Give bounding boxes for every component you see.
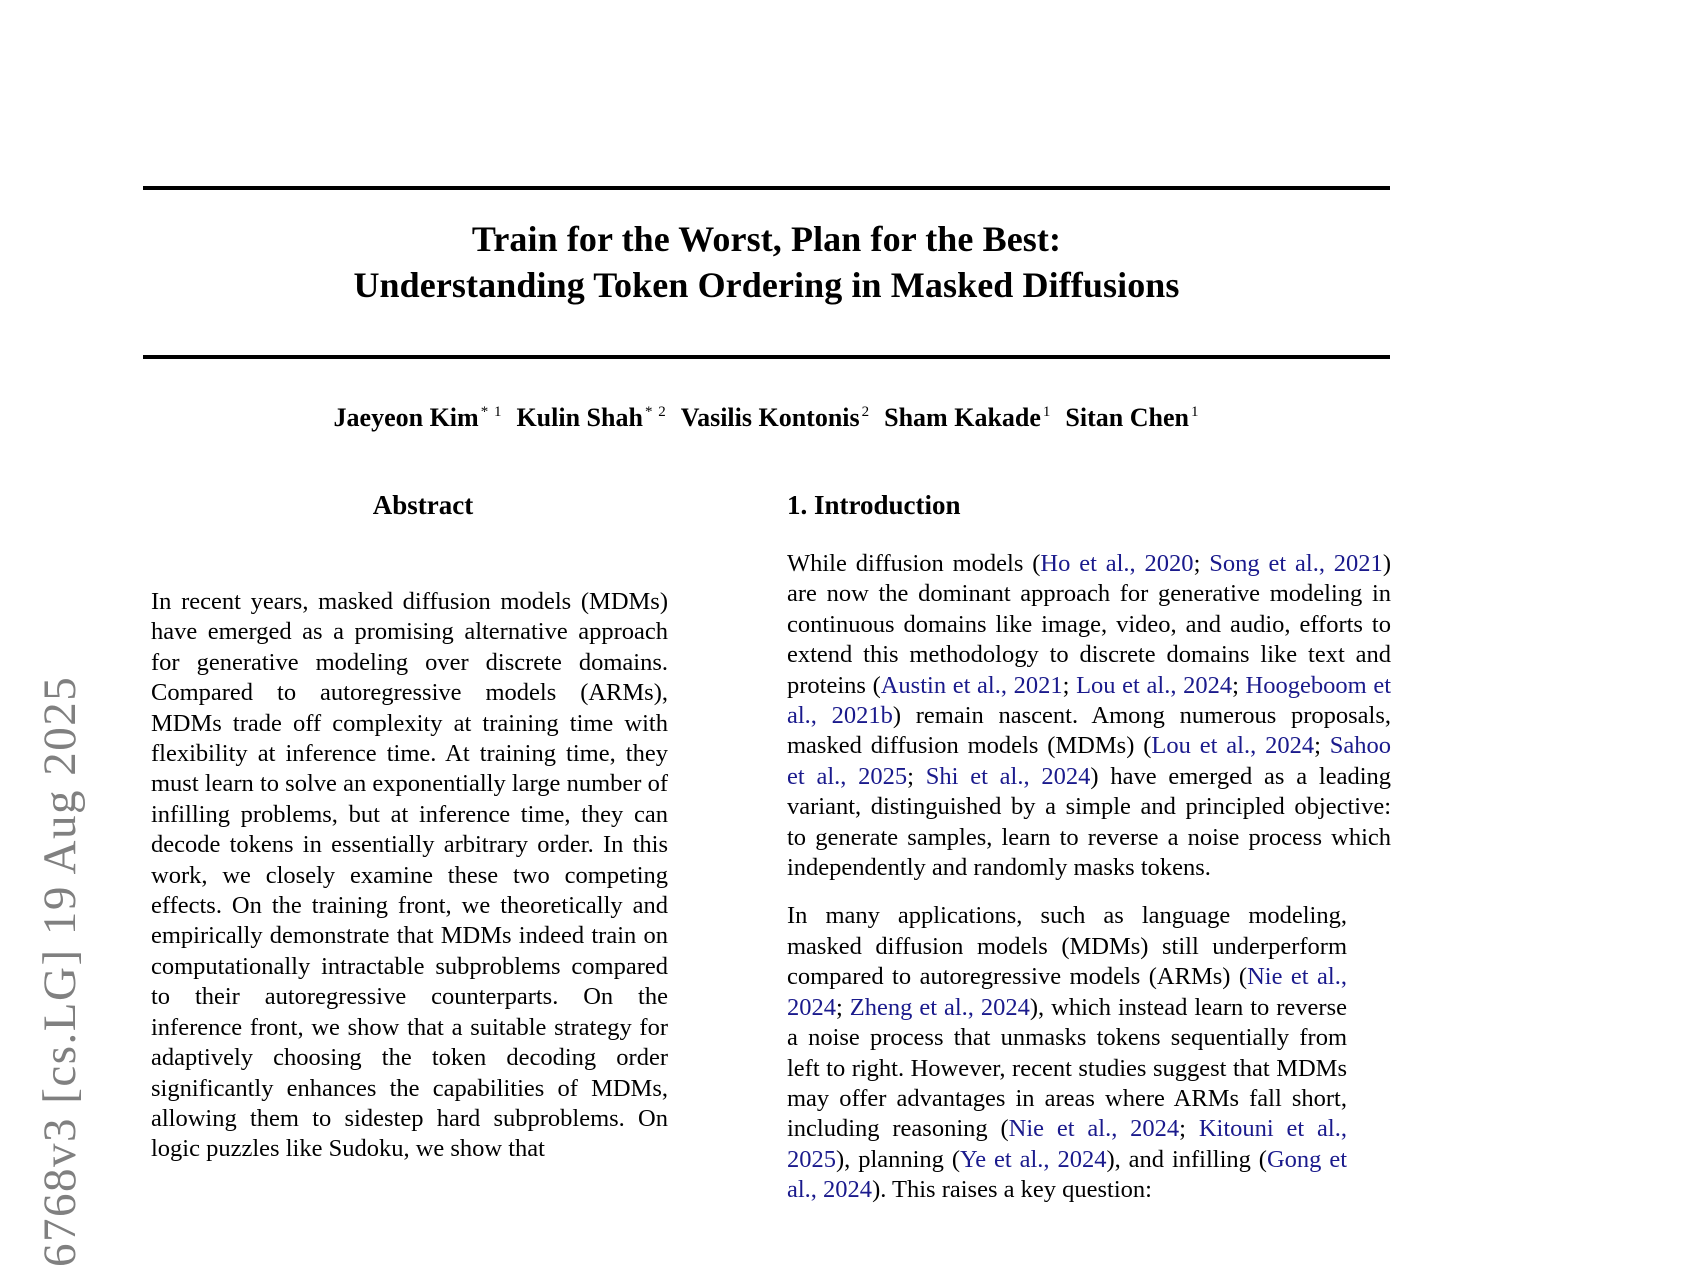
body-text-run: ; bbox=[1232, 671, 1246, 699]
abstract-paragraph: In recent years, masked diffusion models (MDMs) have emerged as a promising alternative approach for generative modeling over discrete domains. Compared to autoregressive models (ARMs), MDMs trade off complexity at training time with flexibility at inference time. At training time, they must learn to solve an exponentially large number of infilling problems, but at inference time, they can decode tokens in essentially arbitrary order. In this work, we closely examine these two competing effects. On the training front, we theoretically and empirically demonstrate that MDMs indeed train on computationally intractable subproblems compared to their autoregressive counterparts. On the inference front, we show that a suitable strategy for adaptively choosing the token decoding order significantly enhances the capabilities of MDMs, allowing them to sidestep hard subproblems. On logic puzzles like Sudoku, we show that bbox=[151, 588, 668, 1163]
body-text-run: ). This raises a key question: bbox=[872, 1176, 1152, 1204]
paper-page bbox=[143, 0, 1390, 1275]
author-affiliation-mark: 1 bbox=[1042, 404, 1052, 421]
author-list bbox=[143, 403, 1390, 433]
title-line-2: Understanding Token Ordering in Masked Diffusions bbox=[353, 265, 1180, 305]
body-text-run: ), which instead learn to reverse a noise process that unmasks tokens sequentially from left to right. However, recent studies suggest that MDMs may offer advantages in areas where ARMs fall short, including reasoning ( bbox=[787, 993, 1347, 1143]
citation-link[interactable]: Lou et al., 2024 bbox=[1151, 732, 1315, 760]
body-text-run: ; bbox=[1062, 671, 1077, 699]
citation-link[interactable]: Ho et al., 2020 bbox=[1040, 550, 1194, 577]
introduction-paragraph-2 bbox=[787, 901, 1347, 1205]
citation-link[interactable]: Sahoo et al., 2025 bbox=[787, 732, 1392, 790]
title-rule-top bbox=[143, 186, 1390, 190]
column-gutter bbox=[703, 488, 787, 1278]
body-text-run: While diffusion models ( bbox=[787, 550, 1041, 577]
citation-link[interactable]: Gong et al., 2024 bbox=[787, 1145, 1348, 1204]
column-left bbox=[143, 488, 703, 1278]
author-name: Sham Kakade $^1$ bbox=[884, 403, 1052, 432]
body-text-run: ) have emerged as a leading variant, distinguished by a simple and principled objective: to generate samples, learn to reverse a noise process which independently and randomly masks tokens. bbox=[787, 762, 1391, 882]
arxiv-stamp bbox=[0, 0, 120, 1275]
citation-link[interactable]: Nie et al., 2024 bbox=[787, 963, 1347, 1021]
author-affiliation-mark: * 2 bbox=[644, 404, 667, 421]
body-text-run: ; bbox=[1314, 732, 1330, 760]
body-text-run: ; bbox=[1193, 550, 1210, 577]
column-right bbox=[787, 488, 1392, 1278]
body-text-run: ; bbox=[907, 762, 926, 790]
citation-link[interactable]: Hoogeboom et al., 2021b bbox=[787, 671, 1391, 730]
citation-link[interactable]: Nie et al., 2024 bbox=[1008, 1115, 1180, 1143]
citation-link[interactable]: Ye et al., 2024 bbox=[960, 1145, 1107, 1173]
author-affiliation-mark: * 1 bbox=[480, 404, 503, 421]
body-text-run: ), planning ( bbox=[836, 1145, 960, 1173]
citation-link[interactable]: Kitouni et al., 2025 bbox=[787, 1115, 1347, 1173]
author-name: Jaeyeon Kim $^{* 1}$ bbox=[333, 403, 503, 432]
citation-link[interactable]: Shi et al., 2024 bbox=[925, 762, 1091, 790]
author-affiliation-mark: 2 bbox=[861, 404, 871, 421]
citation-link[interactable]: Lou et al., 2024 bbox=[1076, 671, 1233, 699]
author-affiliation-mark: 1 bbox=[1190, 404, 1200, 421]
body-text-run: ; bbox=[836, 993, 850, 1021]
introduction-paragraph-1 bbox=[787, 549, 1391, 883]
arxiv-stamp-text: 6768v3 [cs.LG] 19 Aug 2025 bbox=[33, 675, 86, 1267]
body-text-run: ), and infilling ( bbox=[1106, 1145, 1267, 1173]
page-title bbox=[143, 216, 1390, 308]
author-name: Sitan Chen $^1$ bbox=[1065, 403, 1200, 432]
title-rule-bottom bbox=[143, 355, 1390, 359]
body-text-run: ; bbox=[1179, 1115, 1199, 1143]
introduction-heading: 1. Introduction bbox=[787, 490, 961, 520]
title-line-1: Train for the Worst, Plan for the Best: bbox=[471, 219, 1062, 259]
author-name: Vasilis Kontonis $^2$ bbox=[680, 403, 871, 432]
two-column-body bbox=[143, 488, 1390, 1278]
body-text-run: In many applications, such as language modeling, masked diffusion models (MDMs) still underperform compared to autoregressive models (ARMs) ( bbox=[787, 902, 1347, 991]
citation-link[interactable]: Song et al., 2021 bbox=[1209, 550, 1383, 577]
citation-link[interactable]: Zheng et al., 2024 bbox=[849, 993, 1030, 1021]
author-name: Kulin Shah $^{* 2}$ bbox=[516, 403, 667, 432]
abstract-heading: Abstract bbox=[372, 490, 474, 520]
citation-link[interactable]: Austin et al., 2021 bbox=[880, 671, 1063, 699]
body-text-run: ) are now the dominant approach for generative modeling in continuous domains like image, video, and audio, efforts to extend this methodology to discrete domains like text and proteins ( bbox=[787, 550, 1391, 699]
body-text-run: ) remain nascent. Among numerous proposals, masked diffusion models (MDMs) ( bbox=[787, 702, 1391, 760]
